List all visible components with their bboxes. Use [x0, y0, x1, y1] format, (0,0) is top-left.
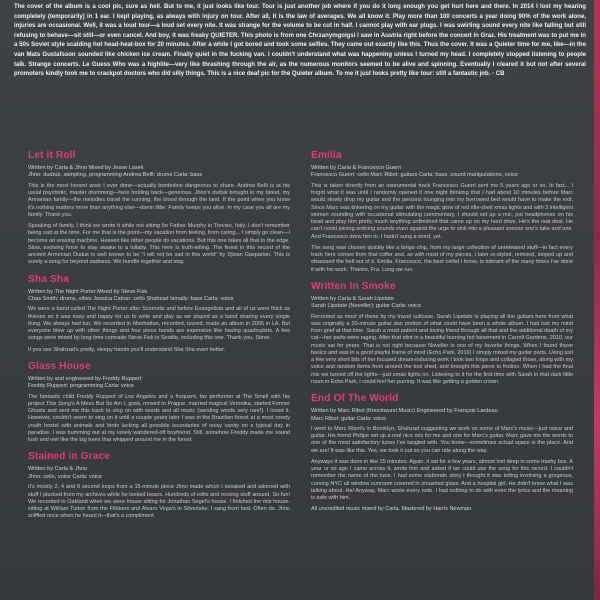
- track-title: Written In Smoke: [311, 280, 396, 292]
- track-notes: [28, 394, 290, 445]
- sleeve-edge-decoration: [594, 0, 600, 600]
- notes-paragraph: This is the most honest work I ever done—actually borderline dangerous to share. Andrea Belfi is at his usual psychotic, master drumming—here holding back—generous. Jhno's duduk brought in my blood, my Armenian family—the melodies travel the running; the blood through the land. If the point when you know it's nothing matters more than anything else—damn little. Family keeps you alive. In my case you all are my family. Thank you.: [28, 182, 290, 218]
- notes-paragraph: The fantastic child Freddy Ruppert of Los Angeles and a frequent, fav performer at The Smell with his project This Song's A Mess But So Am I, grew, moved to Prague, married magical Veronika, started Former Ghosts and sent me this track to sing on with words and all music (sending words very rare!). I loved it. However, couldn't seem to sing on it until a couple years later I was in the Brazilian forest at a most rowdy youth hostel with animals and birds lacking all possible boundaries of noisy vanity on a typical day in paradise. I was bumming out at my lonely wandered-off boyfriend. Still, somehow Freddy made me sound lush and wet like the big trees that whipped around me in the forest.: [28, 393, 290, 444]
- track-credits: [311, 296, 573, 311]
- track-credits: [28, 289, 290, 304]
- credit-line: Written by The Night Porter Mixed by Steve Fisk: [28, 288, 148, 295]
- credit-line: Written by Carla & Jhno: [28, 466, 87, 473]
- track-section-emilia: [311, 150, 573, 274]
- track-section-stained-in-grace: [28, 451, 290, 520]
- track-credits: [28, 376, 290, 391]
- credit-line: Written by Carla & Jhno Mixed by Jesse Lasek: [28, 165, 144, 171]
- credit-line: Jhno: dudruk, sampling, programming Andrea Belfi: drums Carla: bass: [28, 172, 203, 179]
- mastering-credit: All uncredited music mixed by Carla. Mastered by Harris Newman.: [311, 506, 473, 513]
- track-notes: [28, 484, 290, 520]
- notes-paragraph: I went to Marc Ribot's in Brooklyn, Shahzad suggesting we work on some of Marc's music—just voice and guitar. His friend Philipe set up a real nice mic for me and one for Marc's guitar. Marc gave me the words to one of the most satisfactory tunes I've tangled with. You know—sometimes actual space is the place. And we are! It was like this. Yes, we took it out so you can ride along the way.: [311, 425, 573, 454]
- track-section-written-in-smoke: [311, 281, 573, 386]
- track-title: Emilia: [311, 150, 342, 161]
- track-notes: [311, 314, 573, 387]
- intro-paragraph: The cover of the album is a cool pic, sure as hell. But to me, it just looks like tour. Tour is just another job where if you do it long enough you get hurt here and there. In 2014 I lost my hearing completely (temporarily) in 1 ear. I kept playing, as always with injury on tour. After all, it is the law of averages. We all know it. Play more than 100 concerts a year doing 90% of the work alone, injuries are occasional. Well, it was a loud tour—a loud set every nite. It was strange for the volume to be cut in half. I cannot play with ear plugs. I was swirling sound every nite like falling but still refusing to behave—sit still—or even cancel. And boy, it was freaky QUIETER. This photo is from one Chrzanymgoigsi I saw in Austria right before the concert in Graz. His treatment was to put me in a 50s Soviet style scalding hot head-heat-box for 20 minutes. After a while I got bored and took some selfies. They came out exactly like this. Thus the cover. It was a Quieter time for me, like—in the van Mats Gustafsson sounded like chicken ice cream. Finally quiet in the fucking van. I couldn't understand what was happening unless I turned my head. I completely stopped listening to people talk. Strange concerts. Le Guess Who was a highlite—very like thrashing through the air, as the numerous monitors seemed to be alive and spinning. Eventually I cleared it but not after several promoters kindly took me to crackpot doctors who did silly things. This is a nice deaf pic for the Quieter album. To me it just looks pretty like tour: still a fantastic job. - CB: [14, 4, 586, 78]
- credit-line: Francesco Guerri: cello Marc Ribot: guitars Carla: bass, sound manipulations, voice: [311, 172, 518, 179]
- track-section-end-of-the-world: [311, 393, 573, 514]
- notes-paragraph: It's mostly 2, 4 and 8 second loops from a 15-minute piece Jhno made which I tweaked and adorned with stuff I plucked from my archives while he looked beans. Hundreds of edits and moving stuff around. So fun! We recorded in Oakland when we were house sitting for Jonathan Segel's house. I finished the mix house-sitting at William Tutton from the Flibbers and Alvaro Vega's in Silverlake. I sang from bed. Often do. Jhno sniffled once when he heard it—that's a compliment.: [28, 484, 290, 520]
- track-section-glass-house: [28, 361, 290, 445]
- track-section-sha-sha: [28, 274, 290, 354]
- credit-line: Written by Carla & Sarah Lipstate: [311, 295, 394, 302]
- track-title: Stained in Grace: [28, 451, 110, 463]
- credit-line: Written by Marc Ribot (Knockwurst Music) Engineered by François Lardeau: [311, 408, 498, 415]
- notes-paragraph: Anyways it was done in like 15 minutes. Again, it sat for a few years, almost lost deep in some trashy box. A year or so ago I came across it, wrote him and asked if we could use the song for this record. I couldn't remember the name of the tune. I had some elaborate story I thought it was telling involving a gorgeous, curving NYC all window sunroom covered in smashed glass. And a hospital girl. He didn't know what I was talking about. Ha! Anyway, Marc wrote every note. I had nothing to do with even the lyrics and the meaning is safe with him.: [311, 458, 573, 502]
- right-column: [311, 150, 573, 598]
- track-credits: [311, 165, 573, 180]
- credit-line: Written by and engineered by Freddy Ruppert: [28, 375, 142, 382]
- credit-line: Written by Carla & Francesco Guerri: [311, 165, 402, 171]
- notes-paragraph: We were a band called The Night Porter after Scornelis and before Evangelista and all of us were thick as thieves so it was easy and happy for us to write and play as we played as a band sharing every single thing. We always had fun. We recorded in Manhattan, recorded, toured, made an album in 2005 in LA. But everyone blew up with other things and four piece bands are expensive like having quadruplets. A few songs were mixed by long time comrade Steve Fisk in Seattle, including this one. Thank you, Steve.: [28, 306, 290, 342]
- credit-line: Jhno: cello, voice Carla: voice: [28, 473, 102, 480]
- notes-paragraph: Recorded as most of these by my travel suitcase. Sarah Lipstate is playing all the guitars here from what was originally a 20-minute guitar duo portion of what could have been a whole album. I had lost my mind from grief at that time. Sarah a most patient and loving friend through all that and the additional death of my cat—her parts were raging. After that stint in a beautiful burning hot basement in Carroll Gardens, 2010, our music sat for years. That is not right because Noveller is one of my favorite things. When I found these basics and was in a good playful frame of mind (Echo Park, 2016) I simply mixed my guitar parts. Using just a few very short bits of her focused dream-inducing work I took two loops and collaged those, along with my voice and random items from around the tool shed, and brought this piece to fruition. When I had the final mix we turned off the lights—just xmas lights on. Listening to it for the first time with Sarah in that dark little room in Echo Park, I could feel her purring. It was like getting a golden crown.: [311, 313, 573, 385]
- notes-paragraph: If you see Shahzad's pretty, sleepy hands you'll understand Sha Sha even better.: [28, 346, 226, 353]
- track-credits: [28, 165, 290, 180]
- credit-line: Freddy Ruppert: programming Carla: voice: [28, 383, 135, 390]
- track-title: Glass House: [28, 360, 91, 372]
- track-notes: [311, 183, 573, 274]
- track-title: Let it Roll: [28, 150, 76, 161]
- track-title: End Of The World: [311, 393, 399, 405]
- notes-paragraph: The song was chosen quickly like a bingo chip, from my large collection of unreleased stuff—in fact every track here comes from that coffer and, as with most of my pieces, I later re-styled, remixed, looped up and obsessed the hell out of it. Emilia. Francesco, the best cellist I know, is tolerant of the many times I've done it with his work. Thanks, Fra. Long we run.: [311, 244, 573, 273]
- credit-line: Chas Smith: drums, vibes Jessica Catron: cello Shahzad Ismaily: bass Carla: voice: [28, 295, 234, 302]
- track-notes: [28, 183, 290, 267]
- left-column: [28, 150, 290, 598]
- credit-line: Sarah Lipstate (Noveller): guitar Carla: voice: [311, 303, 422, 310]
- track-notes: [311, 426, 573, 503]
- track-section-let-it-roll: [28, 150, 290, 267]
- track-credits: [28, 466, 290, 481]
- track-credits: [311, 408, 573, 423]
- notes-paragraph: This is taken directly from an instrumental track Francesco Guerri sent me 5 years ago or so. In fact... I forgot what it was until I randomly opened it one night thinking that I had about 10 minutes before Marc would slowly drop my guitar and the persons lounging into my borrowed bed would have to make the exit. Since Marc was tinkering on my guitar with the magic glow of red rifle-shell xmas lights and with 3 intelligent women sounding with occasional stimulating commentary, I should set up a mic, put headphones on his head and play him pretty much anything unfinished that came up on my hard drive. He's the real deal. He can't resist joining enticing sounds even against the urge to sink into a pleasant snooze one's take and one. And Francesco drew him in. I hadn't sung a word, yet.: [311, 182, 573, 240]
- credit-line: Marc Ribot: guitar Carla: voice: [311, 415, 387, 422]
- track-notes: [28, 306, 290, 354]
- notes-paragraph: Speaking of family, I think we wrote it while out sitting for Father Murphy in Treviso, Italy. I don't remember being sad at the time. For me that is the point—my vacation from feeling, from caring... I simply go clean—I become an erasing machine. Heaven like other people do vacations. But this one takes all that to the edge. Slow, evolving force to stay awake to a lullaby. This here is truth-telling. The finest in this record of the ancient Armenian Duduk is well known to be "I will not be sad in this world" by Djivan Gasparian. This is surely a song for beyond sadness. We bundle together and stay.: [28, 223, 290, 266]
- track-title: Sha Sha: [28, 273, 69, 285]
